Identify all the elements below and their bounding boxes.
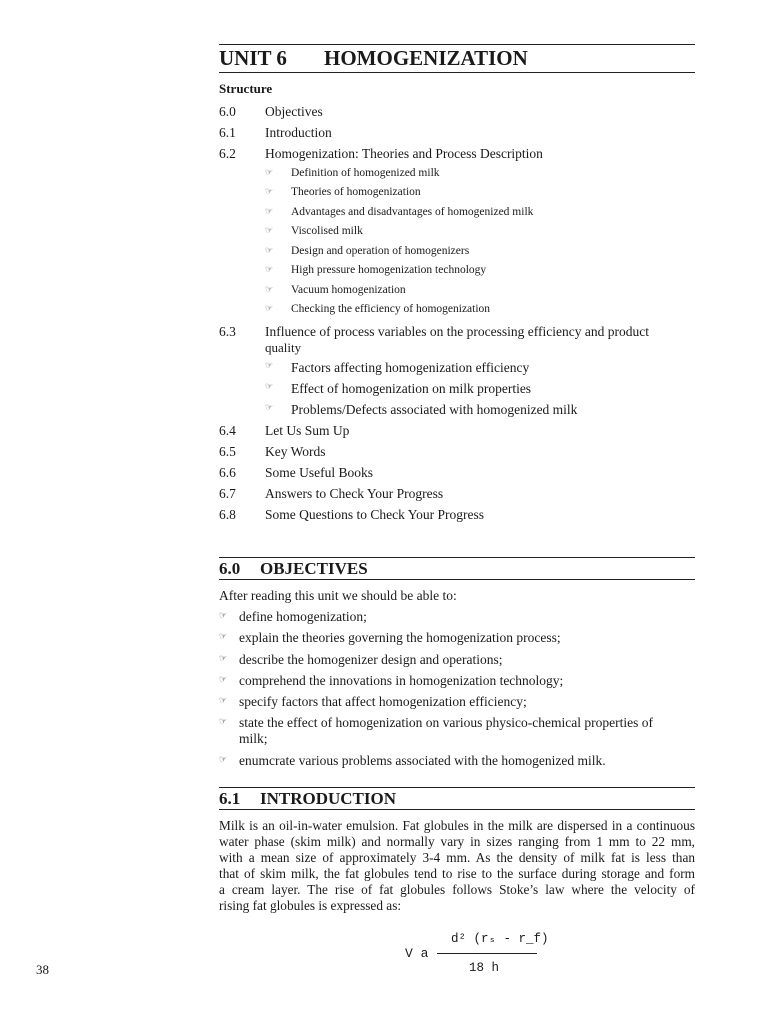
- section-title: OBJECTIVES: [260, 559, 368, 578]
- toc-subitem-label: Effect of homogenization on milk properties: [291, 381, 532, 396]
- toc-item-number: 6.5: [219, 444, 236, 459]
- toc-item-label: Objectives: [265, 104, 323, 119]
- toc-item-label: Some Questions to Check Your Progress: [265, 507, 485, 522]
- intro-paragraph-line: with a mean size of approximately 3-4 mm. As the density of milk fat is less than: [219, 850, 695, 865]
- fraction-bar: [437, 953, 537, 954]
- section-number: 6.0: [219, 559, 241, 578]
- toc-subitem-label: Theories of homogenization: [291, 186, 421, 198]
- pointing-hand-icon: ☞: [219, 695, 228, 705]
- toc-item-label: Answers to Check Your Progress: [265, 486, 444, 501]
- pointing-hand-icon: ☞: [265, 225, 274, 235]
- intro-paragraph-line: water phase (skim milk) and normally vary in sizes ranging from 1 mm to 22 mm,: [219, 834, 695, 849]
- pointing-hand-icon: ☞: [219, 674, 228, 684]
- formula-denominator: 18 h: [469, 961, 500, 975]
- toc-item-number: 6.7: [219, 486, 236, 501]
- toc-item-number: 6.1: [219, 125, 236, 140]
- pointing-hand-icon: ☞: [219, 631, 228, 641]
- toc-subitem-label: Problems/Defects associated with homogenized milk: [291, 402, 578, 417]
- pointing-hand-icon: ☞: [219, 610, 228, 620]
- objective-label: explain the theories governing the homogenization process;: [239, 630, 561, 645]
- pointing-hand-icon: ☞: [265, 245, 274, 255]
- toc-subitem-label: Checking the efficiency of homogenization: [291, 303, 491, 315]
- intro-paragraph-line: that of skim milk, the fat globules tend to rise to the surface during storage and form: [219, 866, 695, 881]
- formula-lhs: V a: [405, 946, 429, 961]
- pointing-hand-icon: ☞: [219, 653, 228, 663]
- toc-item-label: Introduction: [265, 125, 332, 140]
- toc-item-number: 6.2: [219, 146, 236, 161]
- toc-item-label: Homogenization: Theories and Process Description: [265, 146, 543, 161]
- toc-item-number: 6.0: [219, 104, 236, 119]
- pointing-hand-icon: ☞: [265, 303, 274, 313]
- section-title: INTRODUCTION: [260, 789, 397, 808]
- toc-subitem-label: Definition of homogenized milk: [291, 167, 440, 179]
- objective-label: enumcrate various problems associated with the homogenized milk.: [239, 753, 606, 768]
- pointing-hand-icon: ☞: [219, 716, 228, 726]
- pointing-hand-icon: ☞: [265, 186, 274, 196]
- toc-item-label: Key Words: [265, 444, 326, 459]
- toc-item-label: Let Us Sum Up: [265, 423, 350, 438]
- section-heading-introduction: [219, 787, 695, 810]
- objective-label: describe the homogenizer design and operations;: [239, 652, 503, 667]
- pointing-hand-icon: ☞: [265, 402, 274, 412]
- toc-item-number: 6.4: [219, 423, 236, 438]
- pointing-hand-icon: ☞: [265, 206, 274, 216]
- toc-item-label: Influence of process variables on the processing efficiency and product: [265, 324, 649, 339]
- objective-label: specify factors that affect homogenization efficiency;: [239, 694, 527, 709]
- intro-paragraph-line: a cream layer. The rise of fat globules follows Stoke’s law where the velocity of: [219, 882, 695, 897]
- intro-paragraph-line: Milk is an oil-in-water emulsion. Fat globules in the milk are dispersed in a continuous: [219, 818, 695, 833]
- section-heading-objectives: [219, 557, 695, 580]
- toc-item-number: 6.3: [219, 324, 236, 339]
- structure-heading: Structure: [219, 81, 273, 96]
- toc-subitem-label: Design and operation of homogenizers: [291, 245, 470, 257]
- objective-label: state the effect of homogenization on various physico-chemical properties of: [239, 715, 653, 730]
- stokes-law-formula: [219, 925, 695, 985]
- objective-label-continued: milk;: [239, 731, 268, 746]
- pointing-hand-icon: ☞: [219, 754, 228, 764]
- toc-subitem-label: Factors affecting homogenization efficiency: [291, 360, 530, 375]
- toc-subitem-label: High pressure homogenization technology: [291, 264, 487, 276]
- unit-title: HOMOGENIZATION: [324, 46, 528, 70]
- section-number: 6.1: [219, 789, 241, 808]
- pointing-hand-icon: ☞: [265, 264, 274, 274]
- unit-header: [219, 44, 695, 73]
- formula-numerator: d² (rₛ - r_f): [451, 932, 549, 946]
- pointing-hand-icon: ☞: [265, 360, 274, 370]
- intro-paragraph-line: rising fat globules is expressed as:: [219, 898, 402, 913]
- unit-number: UNIT 6: [219, 46, 287, 70]
- objectives-intro: After reading this unit we should be able to:: [219, 588, 457, 603]
- page-number: 38: [36, 962, 49, 977]
- objective-label: define homogenization;: [239, 609, 367, 624]
- objective-label: comprehend the innovations in homogenization technology;: [239, 673, 564, 688]
- toc-item-number: 6.6: [219, 465, 236, 480]
- toc-item-label-continued: quality: [265, 340, 302, 355]
- pointing-hand-icon: ☞: [265, 381, 274, 391]
- pointing-hand-icon: ☞: [265, 167, 274, 177]
- pointing-hand-icon: ☞: [265, 284, 274, 294]
- toc-subitem-label: Advantages and disadvantages of homogenized milk: [291, 206, 534, 218]
- toc-item-label: Some Useful Books: [265, 465, 373, 480]
- toc-item-number: 6.8: [219, 507, 236, 522]
- toc-subitem-label: Viscolised milk: [291, 225, 363, 237]
- toc-subitem-label: Vacuum homogenization: [291, 284, 406, 296]
